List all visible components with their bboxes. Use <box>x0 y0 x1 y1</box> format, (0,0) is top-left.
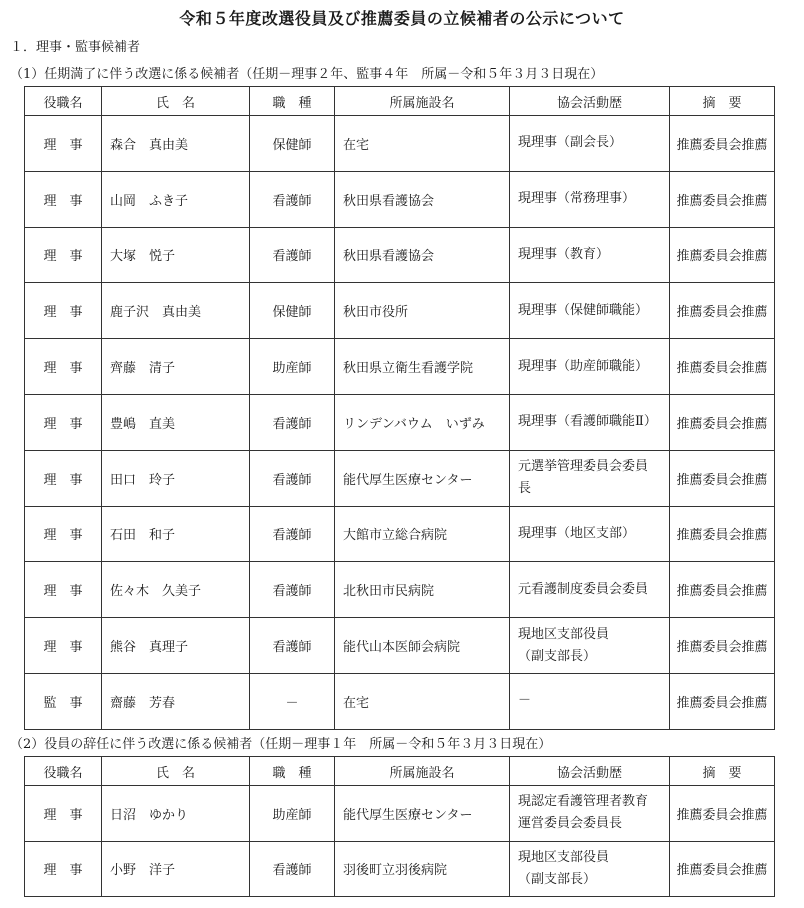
cell-activity: 元選挙管理委員会委員 長 <box>510 450 670 506</box>
header-activity: 協会活動歴 <box>510 87 670 116</box>
cell-note: 推薦委員会推薦 <box>670 116 775 172</box>
cell-activity: 現理事（常務理事） <box>510 171 670 227</box>
cell-role: 理 事 <box>25 116 102 172</box>
cell-role: 理 事 <box>25 450 102 506</box>
cell-activity: － <box>510 673 670 729</box>
cell-job-type: 看護師 <box>250 506 335 562</box>
table-header-row <box>25 87 775 116</box>
cell-role: 理 事 <box>25 506 102 562</box>
table-row <box>25 618 775 674</box>
cell-facility: 秋田市役所 <box>335 283 510 339</box>
header-note: 摘 要 <box>670 87 775 116</box>
header-facility: 所属施設名 <box>335 757 510 786</box>
cell-facility: 羽後町立羽後病院 <box>335 841 510 897</box>
section-heading: １．理事・監事候補者 <box>10 40 141 55</box>
cell-job-type: 助産師 <box>250 339 335 395</box>
table-row <box>25 450 775 506</box>
table-row <box>25 116 775 172</box>
cell-activity: 現理事（地区支部） <box>510 506 670 562</box>
header-name: 氏 名 <box>102 757 250 786</box>
header-job-type: 職 種 <box>250 757 335 786</box>
cell-name: 小野 洋子 <box>102 841 250 897</box>
cell-name: 石田 和子 <box>102 506 250 562</box>
cell-note: 推薦委員会推薦 <box>670 339 775 395</box>
cell-note: 推薦委員会推薦 <box>670 394 775 450</box>
cell-note: 推薦委員会推薦 <box>670 841 775 897</box>
table-row <box>25 394 775 450</box>
table1-heading: （1）任期満了に伴う改選に係る候補者（任期－理事２年、監事４年 所属－令和５年３月３日現在） <box>10 67 604 82</box>
table-row <box>25 841 775 897</box>
header-job-type: 職 種 <box>250 87 335 116</box>
cell-facility: 能代厚生医療センター <box>335 450 510 506</box>
cell-note: 推薦委員会推薦 <box>670 450 775 506</box>
cell-facility: 在宅 <box>335 673 510 729</box>
cell-role: 理 事 <box>25 394 102 450</box>
table-row <box>25 171 775 227</box>
cell-activity: 現理事（副会長） <box>510 116 670 172</box>
header-role: 役職名 <box>25 87 102 116</box>
candidates-table-resignation <box>24 756 775 897</box>
cell-facility: 在宅 <box>335 116 510 172</box>
cell-facility: 能代山本医師会病院 <box>335 618 510 674</box>
cell-job-type: 看護師 <box>250 227 335 283</box>
header-activity: 協会活動歴 <box>510 757 670 786</box>
cell-job-type: 保健師 <box>250 116 335 172</box>
cell-role: 理 事 <box>25 841 102 897</box>
table-row <box>25 673 775 729</box>
cell-job-type: 看護師 <box>250 562 335 618</box>
cell-activity: 元看護制度委員会委員 <box>510 562 670 618</box>
cell-name: 田口 玲子 <box>102 450 250 506</box>
cell-name: 熊谷 真理子 <box>102 618 250 674</box>
cell-activity: 現理事（保健師職能） <box>510 283 670 339</box>
cell-note: 推薦委員会推薦 <box>670 786 775 842</box>
cell-note: 推薦委員会推薦 <box>670 618 775 674</box>
header-name: 氏 名 <box>102 87 250 116</box>
cell-note: 推薦委員会推薦 <box>670 506 775 562</box>
cell-activity: 現地区支部役員 （副支部長） <box>510 841 670 897</box>
cell-activity: 現地区支部役員 （副支部長） <box>510 618 670 674</box>
cell-note: 推薦委員会推薦 <box>670 227 775 283</box>
cell-name: 齋藤 芳春 <box>102 673 250 729</box>
cell-name: 大塚 悦子 <box>102 227 250 283</box>
cell-facility: 能代厚生医療センター <box>335 786 510 842</box>
cell-job-type: 看護師 <box>250 450 335 506</box>
cell-activity: 現理事（教育） <box>510 227 670 283</box>
cell-job-type: 看護師 <box>250 394 335 450</box>
cell-job-type: 看護師 <box>250 841 335 897</box>
cell-role: 理 事 <box>25 562 102 618</box>
cell-facility: 秋田県看護協会 <box>335 227 510 283</box>
cell-name: 齊藤 清子 <box>102 339 250 395</box>
cell-job-type: 看護師 <box>250 171 335 227</box>
cell-name: 鹿子沢 真由美 <box>102 283 250 339</box>
cell-job-type: 助産師 <box>250 786 335 842</box>
cell-name: 豊嶋 直美 <box>102 394 250 450</box>
header-note: 摘 要 <box>670 757 775 786</box>
cell-role: 理 事 <box>25 227 102 283</box>
cell-job-type: 看護師 <box>250 618 335 674</box>
header-facility: 所属施設名 <box>335 87 510 116</box>
document-title: 令和５年度改選役員及び推薦委員の立候補者の公示について <box>179 9 625 28</box>
cell-role: 理 事 <box>25 786 102 842</box>
table-row <box>25 562 775 618</box>
cell-role: 理 事 <box>25 339 102 395</box>
table-row <box>25 786 775 842</box>
cell-facility: 秋田県立衛生看護学院 <box>335 339 510 395</box>
cell-activity: 現認定看護管理者教育 運営委員会委員長 <box>510 786 670 842</box>
cell-note: 推薦委員会推薦 <box>670 673 775 729</box>
cell-name: 山岡 ふき子 <box>102 171 250 227</box>
cell-facility: 秋田県看護協会 <box>335 171 510 227</box>
header-role: 役職名 <box>25 757 102 786</box>
table-row <box>25 339 775 395</box>
candidates-table-term-expiry <box>24 86 775 730</box>
table-header-row <box>25 757 775 786</box>
cell-name: 森合 真由美 <box>102 116 250 172</box>
cell-role: 理 事 <box>25 283 102 339</box>
cell-role: 理 事 <box>25 618 102 674</box>
cell-activity: 現理事（看護師職能Ⅱ） <box>510 394 670 450</box>
cell-facility: 大館市立総合病院 <box>335 506 510 562</box>
cell-role: 理 事 <box>25 171 102 227</box>
table2-heading: （2）役員の辞任に伴う改選に係る候補者（任期－理事１年 所属－令和５年３月３日現在） <box>10 737 552 752</box>
cell-facility: 北秋田市民病院 <box>335 562 510 618</box>
cell-job-type: 保健師 <box>250 283 335 339</box>
cell-name: 佐々木 久美子 <box>102 562 250 618</box>
table-row <box>25 227 775 283</box>
cell-activity: 現理事（助産師職能） <box>510 339 670 395</box>
cell-job-type: － <box>250 673 335 729</box>
cell-note: 推薦委員会推薦 <box>670 562 775 618</box>
cell-facility: リンデンバウム いずみ <box>335 394 510 450</box>
table-row <box>25 506 775 562</box>
table-row <box>25 283 775 339</box>
cell-role: 監 事 <box>25 673 102 729</box>
cell-note: 推薦委員会推薦 <box>670 171 775 227</box>
cell-note: 推薦委員会推薦 <box>670 283 775 339</box>
cell-name: 日沼 ゆかり <box>102 786 250 842</box>
